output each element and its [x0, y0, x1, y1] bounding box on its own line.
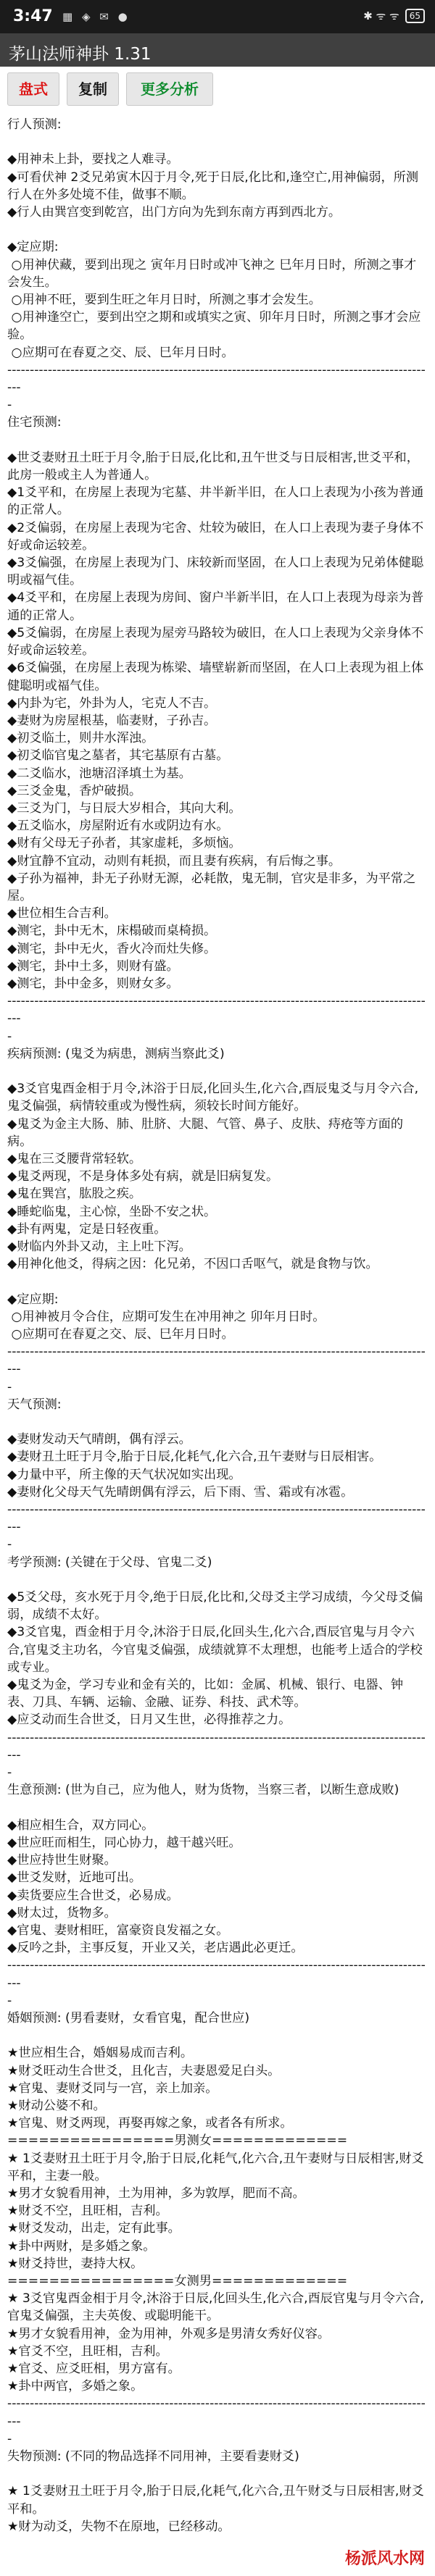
app-title: 茅山法师神卦 1.31	[9, 45, 152, 64]
status-bar	[0, 0, 435, 33]
analysis-text: 行人预测: ◆用神未上卦，要找之人难寻。 ◆可看伏神 2爻兄弟寅木囚于月令,死于日辰,化比和,逢空亡,用神偏弱，所测行人在外多处境不佳，做事不顺。 ◆行人由巽宫变到乾宫，出门方向为先到东南方再到西北方。 ◆定应期: ○用神伏藏，要到出现之 寅年月日时或冲飞神之 巳年月日时，所测之事才会发生。 ○用神不旺，要到生旺之年月日时，所测之事才会发生。 ○用神逢空亡，要到出空之期和或填实之寅、卯年月日时，所测之事才会应验。 ○应期可在春夏之交、辰、巳年月日时。 ------------------------------------------------------------------------------------------------ - 住宅预测: ◆世爻妻财丑土旺于月令,胎于日辰,化比和,丑午世爻与日辰相害,世爻平和，此房一般或主人为普通人。 ◆1爻平和，在房屋上表现为宅墓、井半新半旧，在人口上表现为小孩为普通的正常人。 ◆2爻偏弱，在房屋上表现为宅舍、灶较为破旧，在人口上表现为妻子身体不好或命运较差。 ◆3爻偏强，在房屋上表现为门、床较新而坚固，在人口上表现为兄弟体健聪明或福气佳。 ◆4爻平和，在房屋上表现为房间、窗户半新半旧，在人口上表现为母亲为普通的正常人。 ◆5爻偏弱，在房屋上表现为屋旁马路较为破旧，在人口上表现为父亲身体不好或命运较差。 ◆6爻偏强，在房屋上表现为栋梁、墙壁崭新而坚固，在人口上表现为祖上体健聪明或福气佳。 ◆内卦为宅，外卦为人，宅克人不吉。 ◆妻财为房屋根基，临妻财，子孙吉。 ◆初爻临土，则井水浑浊。 ◆初爻临官鬼之墓者，其宅基原有古墓。 ◆二爻临水，池塘沼泽填土为基。 ◆三爻金鬼，香炉破损。 ◆三爻为门，与日辰大岁相合，其向大利。 ◆五爻临水，房屋附近有水或阴边有水。 ◆财有父母无子孙者，其家虚耗，多烦恼。 ◆财宜静不宜动，动则有耗损，而且妻有疾病，有后悔之事。 ◆子孙为福神，卦无子孙财无源，必耗散，鬼无制，官灾是非多，为平常之屋。 ◆世位相生合吉利。 ◆测宅，卦中无木，床榻破而桌椅损。 ◆测宅，卦中无火，香火冷而灶失修。 ◆测宅，卦中土多，则财有盛。 ◆测宅，卦中金多，则财女多。 ------------------------------------------------------------------------------------------------ - 疾病预测: (鬼爻为病患，测病当察此爻) ◆3爻官鬼酉金相于月令,沐浴于日辰,化回头生,化六合,酉辰鬼爻与月令六合,鬼爻偏强，病情较重或为慢性病，须较长时间方能好。 ◆鬼爻为金主大肠、肺、肚脐、大腿、气管、鼻子、皮肤、痔疮等方面的病。 ◆鬼在三爻腰背常轻软。 ◆鬼爻两现，不是身体多处有病，就是旧病复发。 ◆鬼在巽宫，肱股之疾。 ◆睡蛇临鬼，主心惊，坐卧不安之状。 ◆卦有两鬼，定是日轻夜重。 ◆财临内外卦又动，主上吐下泻。 ◆用神化他爻，得病之因：化兄弟，不因口舌呕气，就是食物与饮。 ◆定应期: ○用神被月令合住，应期可发生在冲用神之 卯年月日时。 ○应期可在春夏之交、辰、巳年月日时。 ------------------------------------------------------------------------------------------------ - 天气预测: ◆妻财发动天气晴朗，偶有浮云。 ◆妻财丑土旺于月令,胎于日辰,化耗气,化六合,丑午妻财与日辰相害。 ◆力量中平，所主像的天气状况如实出现。 ◆妻财化父母天气先晴朗偶有浮云，后下雨、雪、霜或有冰雹。 ------------------------------------------------------------------------------------------------ - 考学预测: (关键在于父母、官鬼二爻) ◆5爻父母，亥水死于月令,绝于日辰,化比和,父母爻主学习成绩，今父母爻偏弱，成绩不太好。 ◆3爻官鬼，酉金相于月令,沐浴于日辰,化回头生,化六合,酉辰官鬼与月令六合,官鬼爻主功名，今官鬼爻偏强，成绩就算不太理想，也能考上适合的学校或专业。 ◆鬼爻为金，学习专业和金有关的，比如：金属、机械、银行、电器、钟表、刀具、车辆、运输、金融、证券、科技、武术等。 ◆应爻动而生合世爻，日月又生世，必得推荐之力。 ------------------------------------------------------------------------------------------------ - 生意预测: (世为自己，应为他人，财为货物，当察三者，以断生意成败) ◆相应相生合，双方同心。 ◆世应旺而相生，同心协力，越干越兴旺。 ◆世应持世生财聚。 ◆世爻发财，近地可出。 ◆卖货要应生合世爻，必易成。 ◆财太过，货物多。 ◆官鬼、妻财相旺，富豪资良发福之女。 ◆反吟之卦，主事反复，开业又关，老店遇此必更迁。 ------------------------------------------------------------------------------------------------ - 婚姻预测: (男看妻财，女看官鬼，配合世应) ★世应相生合，婚姻易成而吉利。 ★财爻旺动生合世爻，且化吉，夫妻恩爱足白头。 ★官鬼、妻财爻同与一宫，亲上加亲。 ★财动公婆不和。 ★官鬼、财爻两现，再娶再嫁之象，或者各有所求。 ================男测女============= ★ 1爻妻财丑土旺于月令,胎于日辰,化耗气,化六合,丑午妻财与日辰相害,财爻平和，主妻一般。 ★男才女貌看用神，土为用神，多为敦厚，肥而不高。 ★财爻不空，且旺相，吉利。 ★财爻发动，出走，定有此事。 ★卦中两财，是多婚之象。 ★财爻持世，妻持大权。 ================女测男============= ★ 3爻官鬼酉金相于月令,沐浴于日辰,化回头生,化六合,酉辰官鬼与月令六合,官鬼爻偏强，主夫英俊、或聪明能干。 ★男才女貌看用神，金为用神，外观多是男清女秀好仪容。 ★官爻不空，且旺相，吉利。 ★官爻、应爻旺相，男方富有。 ★卦中两官，多婚之象。 ------------------------------------------------------------------------------------------------ - 失物预测: (不同的物品选择不同用神，主要看妻财爻) ★ 1爻妻财丑土旺于月令,胎于日辰,化耗气,化六合,丑午财爻与日辰相害,财爻平和。 ★财为动爻，失物不在原地，已经移动。	[7, 117, 426, 2534]
watermark: 杨派风水网	[344, 2549, 425, 2568]
pan-button[interactable]: 盘式	[7, 72, 59, 106]
status-time: 3:47	[13, 7, 53, 25]
signal-icon: ✱ ᯤ ᯤ	[363, 9, 399, 22]
app-title-bar	[0, 33, 435, 67]
copy-button[interactable]: 复制	[67, 72, 119, 106]
toolbar	[0, 67, 435, 112]
status-right-icons	[363, 9, 425, 23]
more-analysis-button[interactable]: 更多分析	[126, 72, 213, 106]
notification-icons: ▦ ◈ ✉ ●	[62, 10, 130, 23]
battery-icon: 65	[405, 9, 425, 23]
